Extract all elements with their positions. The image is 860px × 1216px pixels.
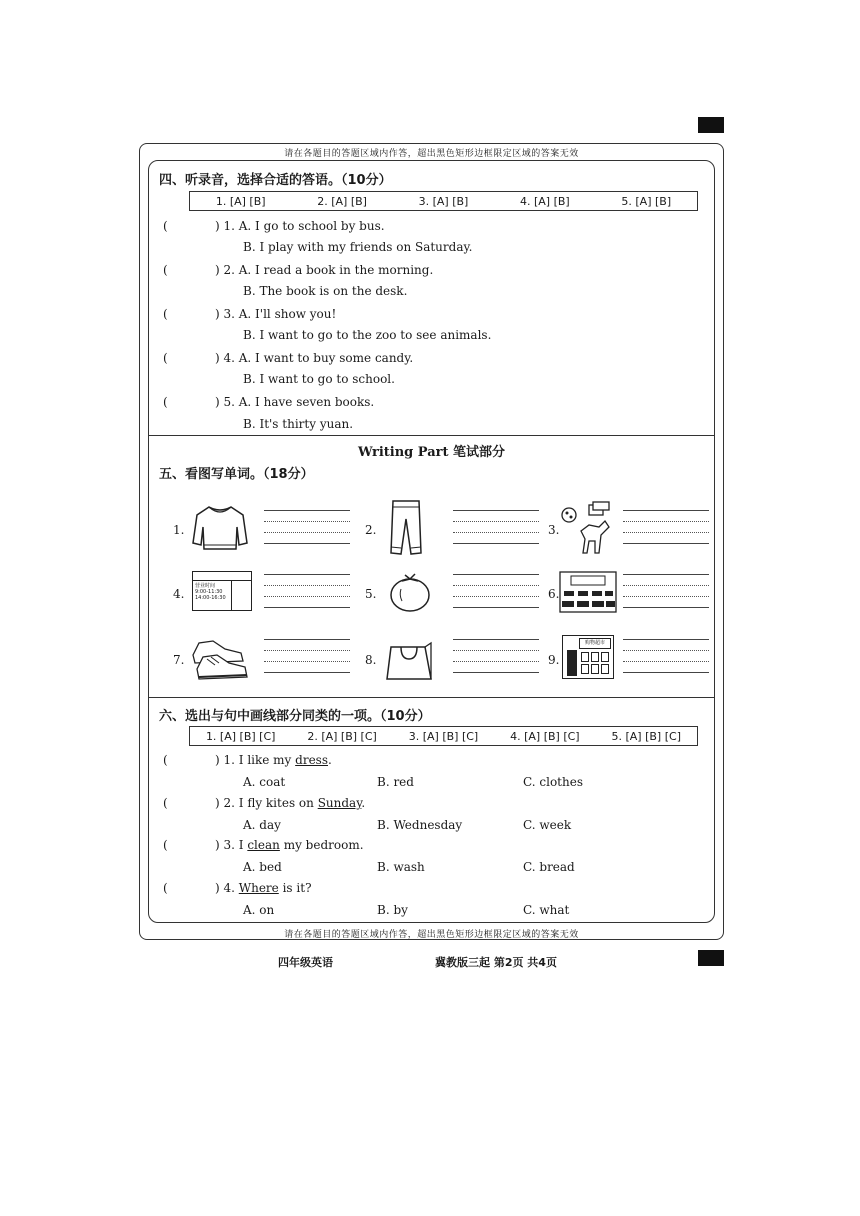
divider (149, 697, 714, 698)
divider (149, 435, 714, 436)
store-hours-icon (192, 571, 252, 611)
option-b: B. by (377, 903, 408, 917)
footer-subject: 四年级英语 (278, 956, 333, 969)
answer-paren[interactable]: ( (163, 351, 168, 365)
classroom-icon (559, 571, 617, 613)
item-number: 2. (365, 523, 377, 537)
item-number: 7. (173, 653, 185, 667)
item-number: 4. (173, 587, 185, 601)
underlined-word: dress (295, 753, 328, 767)
writing-lines[interactable] (453, 639, 539, 673)
question-stem: ) 1. I like my dress. (215, 753, 332, 767)
section4-title: 四、听录音，选择合适的答语。（10分） (159, 173, 392, 188)
option-c: C. clothes (523, 775, 583, 789)
answer-option[interactable]: 1. [A] [B] [C] (205, 729, 276, 743)
answer-paren[interactable]: ( (163, 219, 168, 233)
answer-sheet (139, 143, 724, 940)
sign-line: 14:00-16:30 (195, 595, 226, 601)
writing-lines[interactable] (623, 510, 709, 544)
question-option-b: B. It's thirty yuan. (243, 417, 354, 431)
option-a: A. on (243, 903, 275, 917)
item-number: 6. (548, 587, 560, 601)
answer-option[interactable]: 4. [A] [B] (520, 194, 570, 208)
footer-page-info: 冀教版三起 第2页 共4页 (435, 956, 557, 969)
notice-top: 请在各题目的答题区域内作答，超出黑色矩形边框限定区域的答案无效 (284, 149, 579, 159)
underlined-word: Where (238, 881, 279, 895)
question-stem: ) 3. I clean my bedroom. (215, 838, 364, 852)
item-number: 5. (365, 587, 377, 601)
sweater-icon (191, 503, 249, 555)
option-a: A. day (243, 818, 281, 832)
tomato-icon (387, 571, 433, 613)
answer-option[interactable]: 2. [A] [B] [C] (307, 729, 377, 743)
item-number: 9. (548, 653, 560, 667)
option-c: C. bread (523, 860, 575, 874)
option-c: C. what (523, 903, 570, 917)
writing-part-heading: Writing Part 笔试部分 (357, 445, 506, 460)
question-option-a: ) 1. A. I go to school by bus. (215, 219, 385, 233)
registration-mark-bottom (698, 950, 724, 966)
question-stem: ) 2. I fly kites on Sunday. (215, 796, 366, 810)
answer-paren[interactable]: ( (163, 263, 168, 277)
question-option-a: ) 4. A. I want to buy some candy. (215, 351, 414, 365)
item-number: 8. (365, 653, 377, 667)
notice-bottom: 请在各题目的答题区域内作答，超出黑色矩形边框限定区域的答案无效 (284, 930, 579, 940)
option-a: A. coat (243, 775, 286, 789)
shopping-bag-icon (385, 633, 435, 683)
answer-paren[interactable]: ( (163, 307, 168, 321)
option-b: B. wash (377, 860, 425, 874)
question-option-b: B. I want to go to the zoo to see animals. (243, 328, 492, 342)
option-b: B. red (377, 775, 414, 789)
registration-mark-top (698, 117, 724, 133)
question-option-b: B. I play with my friends on Saturday. (243, 240, 473, 254)
answer-paren[interactable]: ( (163, 838, 168, 852)
question-option-a: ) 5. A. I have seven books. (215, 395, 375, 409)
writing-lines[interactable] (264, 574, 350, 608)
shop-sign: 购物超市 (579, 638, 611, 649)
underlined-word: Sunday (317, 796, 362, 810)
writing-lines[interactable] (453, 510, 539, 544)
question-option-b: B. I want to go to school. (243, 372, 395, 386)
option-a: A. bed (243, 860, 282, 874)
item-number: 1. (173, 523, 185, 537)
underlined-word: clean (247, 838, 280, 852)
sign-line: 9:00-11:30 (195, 589, 223, 595)
pants-icon (389, 499, 423, 557)
writing-lines[interactable] (453, 574, 539, 608)
toys-icon (559, 501, 615, 557)
answer-option[interactable]: 1. [A] [B] (215, 194, 266, 208)
answer-option[interactable]: 3. [A] [B] (418, 194, 469, 208)
option-b: B. Wednesday (377, 818, 463, 832)
shoes-icon (191, 635, 251, 681)
question-stem: ) 4. Where is it? (215, 881, 312, 895)
section6-answer-box[interactable] (189, 726, 698, 746)
option-c: C. week (523, 818, 572, 832)
writing-lines[interactable] (264, 639, 350, 673)
writing-lines[interactable] (623, 574, 709, 608)
answer-option[interactable]: 5. [A] [B] (621, 194, 672, 208)
section4-answer-box[interactable] (189, 191, 698, 211)
sign-line: 营业时间 (195, 583, 216, 589)
answer-paren[interactable]: ( (163, 796, 168, 810)
answer-area (148, 160, 715, 923)
answer-option[interactable]: 5. [A] [B] [C] (611, 729, 681, 743)
question-option-a: ) 2. A. I read a book in the morning. (215, 263, 434, 277)
item-number: 3. (548, 523, 560, 537)
answer-paren[interactable]: ( (163, 753, 168, 767)
answer-option[interactable]: 3. [A] [B] [C] (408, 729, 479, 743)
section6-title: 六、选出与句中画线部分同类的一项。（10分） (159, 709, 431, 724)
writing-lines[interactable] (264, 510, 350, 544)
answer-paren[interactable]: ( (163, 881, 168, 895)
answer-option[interactable]: 2. [A] [B] (317, 194, 367, 208)
answer-option[interactable]: 4. [A] [B] [C] (510, 729, 580, 743)
question-option-b: B. The book is on the desk. (243, 284, 408, 298)
supermarket-icon (562, 635, 614, 679)
writing-lines[interactable] (623, 639, 709, 673)
question-option-a: ) 3. A. I'll show you! (215, 307, 337, 321)
section5-title: 五、看图写单词。（18分） (159, 467, 314, 482)
answer-paren[interactable]: ( (163, 395, 168, 409)
